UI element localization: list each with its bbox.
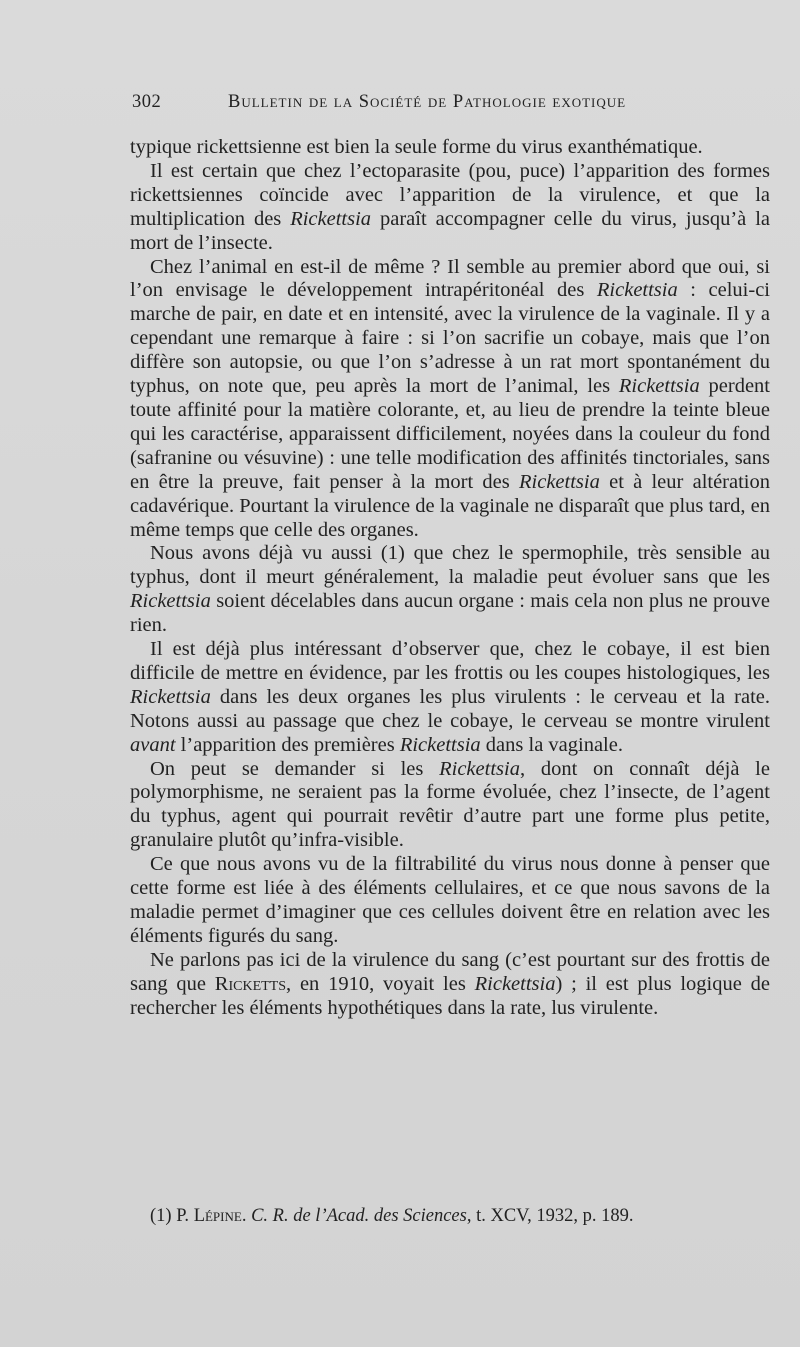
text-run: On peut se demander si les [150,757,440,780]
text-run: dans la vaginale. [480,733,623,756]
text-run: dans les deux organes les plus virulents : le cerveau et la rate. Notons aussi au passage que chez le cobaye, le cerveau se montre virulent [130,685,770,732]
paragraph [130,160,770,256]
italic-term: Rickettsia [399,733,481,756]
text-run: , t. XCV, 1932, p. 189. [466,1206,634,1226]
text-run: ) ; il est plus logique de rechercher les éléments hypothétiques dans la rate, lus virulente. [130,972,770,1019]
text-run: Ne parlons pas ici de la virulence du sang (c’est pourtant sur des frottis de sang que [130,948,770,995]
italic-term: Rickettsia [130,685,211,708]
italic-term: Rickettsia [596,279,678,302]
italic-term: Rickettsia [474,972,556,995]
text-run: Chez l’animal en est-il de même ? Il semble au premier abord que oui, si l’on envisage le développement intrapéritonéal des [130,255,770,302]
paragraph [130,853,770,949]
paragraph [130,256,770,543]
footnote [130,1205,770,1227]
text-run: perdent toute affinité pour la matière colorante, et, au lieu de prendre la teinte bleue qui les caractérise, apparaissent difficilement, noyées dans la couleur du fond (safranine ou vésuvine) : une telle modification des affinités tinctoriales, sans en être la preuve, fait penser à la mort des [130,375,770,493]
italic-term: Rickettsia [618,375,700,398]
author-name: Ricketts [214,972,287,995]
italic-term: avant [130,733,176,756]
italic-term: Rickettsia [290,207,372,230]
page-number: 302 [132,92,162,112]
text-run: l’apparition des premières [175,733,400,756]
text-run: Il est certain que chez l’ectoparasite (pou, puce) l’apparition des formes rickettsiennes coïncide avec l’apparition de la virulence, et que la multiplication des [130,159,770,230]
text-run: Il est déjà plus intéressant d’observer que, chez le cobaye, il est bien difficile de mettre en évidence, par les frottis ou les coupes histologiques, les [130,638,770,684]
paragraph [130,136,770,160]
text-run: soient décelables dans aucun organe : mais cela non plus ne prouve rien. [130,590,770,637]
text-run: : celui-ci marche de pair, en date et en intensité, avec la virulence de la vaginale. Il y a cependant une remarque à faire : si l’on sacrifie un cobaye, mais que l’on diffère son autopsie, ou que l’on s’adresse à un rat mort spontanément du typhus, on note que, peu après la mort de l’animal, les [130,279,770,398]
paragraph [130,542,770,638]
text-run: , en 1910, voyait les [286,972,475,995]
text-run: et à leur altération cadavérique. Pourtant la virulence de la vaginale ne disparaît que plus tard, en même temps que celle des organes. [130,470,771,541]
paragraph [130,758,770,854]
author-name: Lépine [193,1206,242,1226]
article-body [130,136,770,1021]
italic-term: Rickettsia [439,757,520,780]
paragraph [130,638,770,758]
journal-title: Bulletin de la Société de Pathologie exotique [228,92,627,112]
text-run: Nous avons déjà vu aussi (1) que chez le spermophile, très sensible au typhus, dont il meurt généralement, la maladie peut évoluer sans que les [130,542,770,589]
text-run: paraît accompagner celle du virus, jusqu’à la mort de l’insecte. [130,207,771,254]
text-run: typique rickettsienne est bien la seule forme du virus exanthématique. [130,136,703,158]
italic-term: Rickettsia [519,470,600,493]
text-run: (1) P. [150,1206,194,1226]
italic-term: C. R. de l’Acad. des Sciences [251,1206,467,1226]
paragraph [130,949,770,1021]
text-run: . [241,1206,252,1226]
text-run: , dont on connaît déjà le polymorphisme, ne seraient pas la forme évoluée, chez l’insecte, de l’agent du typhus, agent qui pourrait revêtir d’autre part une forme plus petite, granulaire plutôt qu’infra-visible. [130,757,770,852]
text-run: Ce que nous avons vu de la filtrabilité du virus nous donne à penser que cette forme est liée à des éléments cellulaires, et ce que nous savons de la maladie permet d’imaginer que ces cellules doivent être en relation avec les éléments figurés du sang. [130,853,770,947]
italic-term: Rickettsia [130,590,211,613]
